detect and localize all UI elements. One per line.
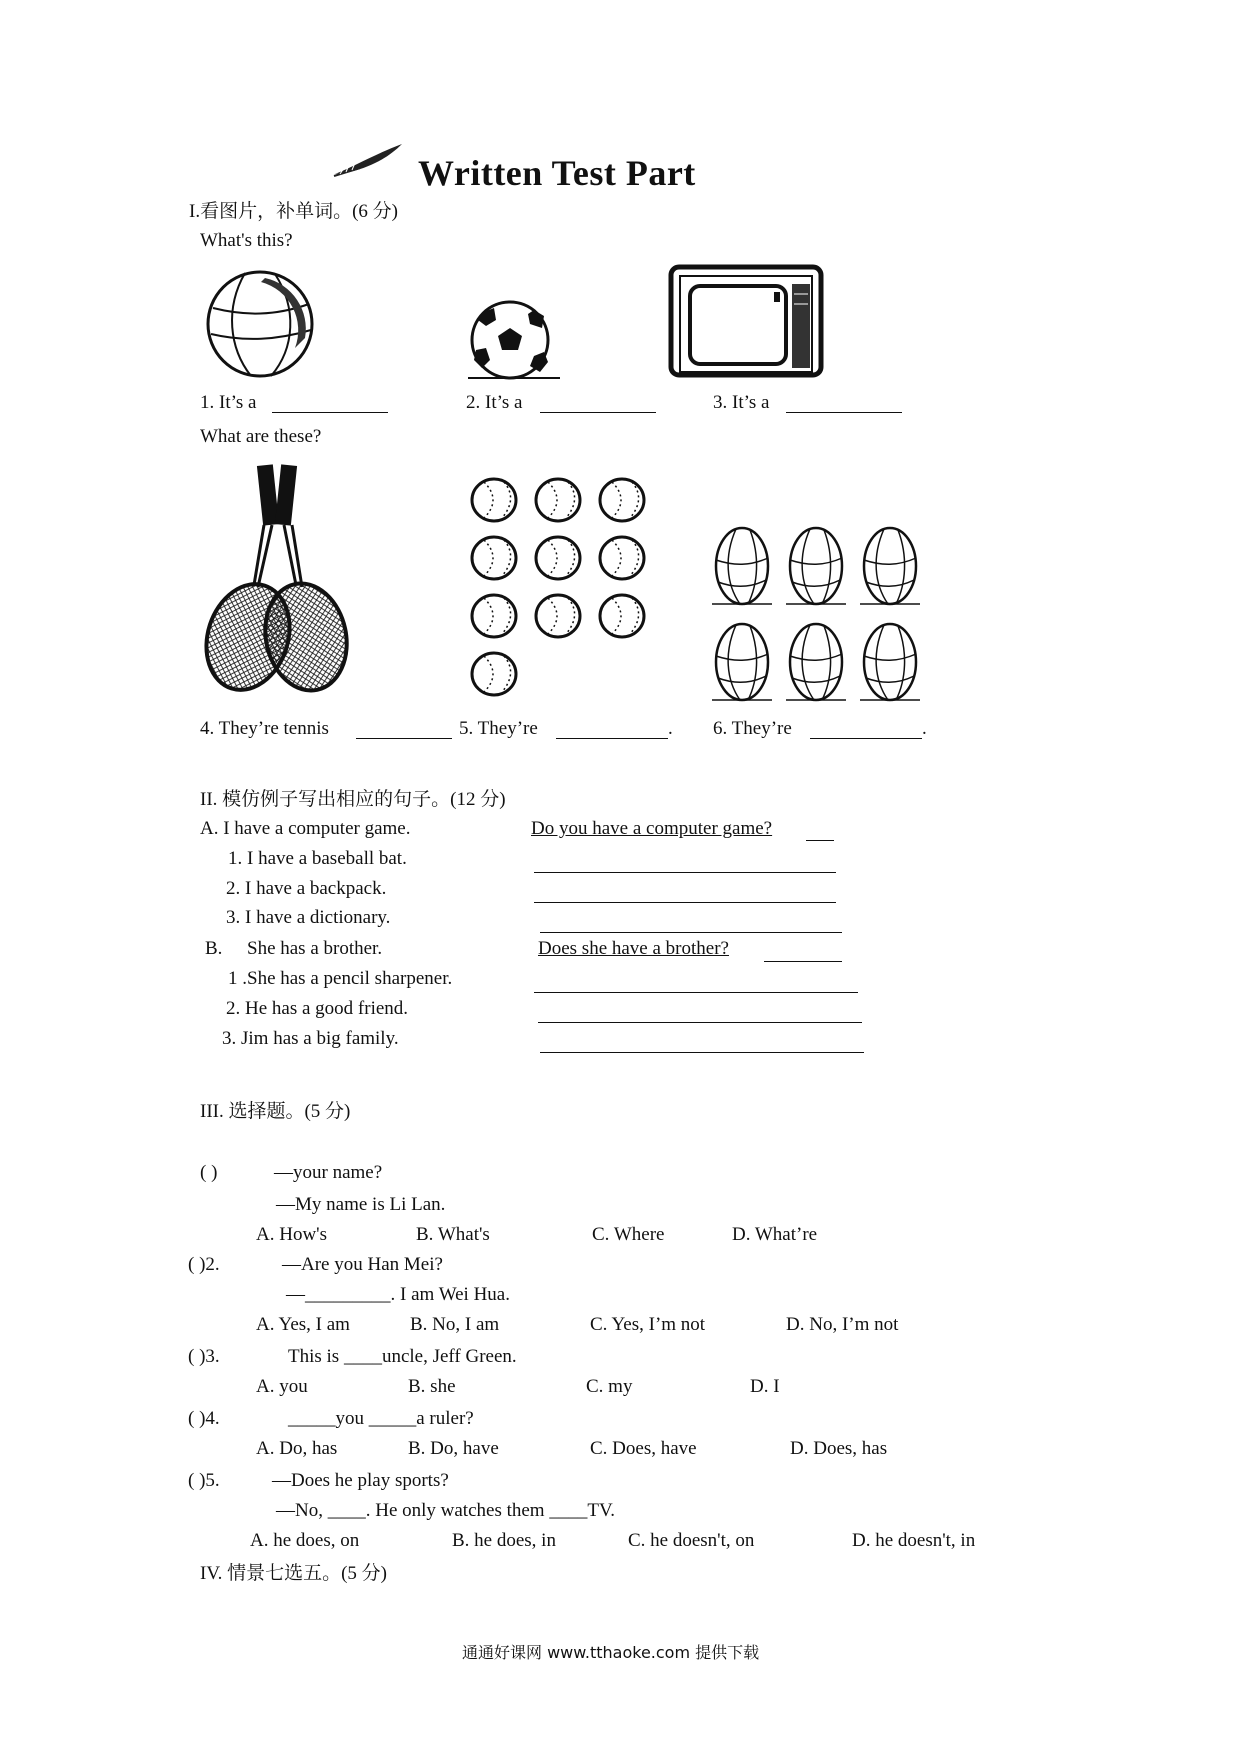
q2-option-b[interactable]: B. No, I am (410, 1314, 500, 1335)
q1-option-d[interactable]: D. What’re (732, 1224, 818, 1245)
q5-option-c[interactable]: C. he doesn't, on (628, 1530, 755, 1551)
tennis-ball-icon (600, 479, 644, 521)
q1-option-b[interactable]: B. What's (416, 1224, 490, 1245)
item-2-blank[interactable] (540, 412, 656, 413)
tennis-ball-icon (536, 595, 580, 637)
tennis-ball-icon (536, 479, 580, 521)
b-item-1-blank[interactable] (534, 992, 858, 993)
q4-bracket[interactable]: ( )4. (188, 1408, 220, 1429)
q5-reply: —No, ____. He only watches them ____TV. (276, 1500, 615, 1521)
basketball-icon (860, 528, 920, 604)
q2-option-c[interactable]: C. Yes, I’m not (590, 1314, 706, 1335)
item-2-label: 2. It’s a (466, 392, 523, 413)
a-item-3: 3. I have a dictionary. (226, 907, 391, 928)
q3-question: This is ____uncle, Jeff Green. (288, 1346, 517, 1367)
item-1-label: 1. It’s a (200, 392, 257, 413)
q5-option-b[interactable]: B. he does, in (452, 1530, 556, 1551)
basketball-icon (860, 624, 920, 700)
q3-bracket[interactable]: ( )3. (188, 1346, 220, 1367)
example-b-underline-tail (764, 961, 842, 962)
b-item-2: 2. He has a good friend. (226, 998, 409, 1019)
tv-image (668, 264, 826, 380)
a-item-1-blank[interactable] (534, 872, 836, 873)
example-b-sentence: She has a brother. (247, 938, 383, 959)
q3-option-b[interactable]: B. she (408, 1376, 456, 1397)
q2-question: —Are you Han Mei? (282, 1254, 443, 1275)
item-5-suffix: . (668, 718, 673, 739)
basketball-icon (786, 624, 846, 700)
q5-question: —Does he play sports? (272, 1470, 449, 1491)
q5-bracket[interactable]: ( )5. (188, 1470, 220, 1491)
q1-bracket[interactable]: ( ) (200, 1162, 218, 1183)
q4-option-d[interactable]: D. Does, has (790, 1438, 888, 1459)
item-4-blank[interactable] (356, 738, 452, 739)
q1-question: —your name? (274, 1162, 383, 1183)
item-6-suffix: . (922, 718, 927, 739)
q4-question: _____you _____a ruler? (288, 1408, 474, 1429)
item-5-blank[interactable] (556, 738, 668, 739)
example-b-answer: Does she have a brother? (538, 938, 729, 959)
q3-option-a[interactable]: A. you (256, 1376, 308, 1397)
item-3-label: 3. It’s a (713, 392, 770, 413)
example-a-sentence: A. I have a computer game. (200, 818, 411, 839)
a-item-3-blank[interactable] (540, 932, 842, 933)
tennis-ball-icon (472, 479, 516, 521)
q2-option-d[interactable]: D. No, I’m not (786, 1314, 899, 1335)
prompt-what-are-these: What are these? (200, 426, 322, 447)
item-6-blank[interactable] (810, 738, 922, 739)
item-4-label: 4. They’re tennis (200, 718, 329, 739)
basketballs-image (710, 524, 930, 704)
tennis-balls-image (470, 474, 660, 704)
b-item-3-blank[interactable] (540, 1052, 864, 1053)
item-5-label: 5. They’re (459, 718, 538, 739)
b-item-2-blank[interactable] (538, 1022, 862, 1023)
basketball-icon (786, 528, 846, 604)
q1-option-c[interactable]: C. Where (592, 1224, 665, 1245)
page-title: Written Test Part (418, 153, 696, 193)
q1-reply: —My name is Li Lan. (276, 1194, 446, 1215)
a-item-2: 2. I have a backpack. (226, 878, 387, 899)
a-item-2-blank[interactable] (534, 902, 836, 903)
b-item-1: 1 .She has a pencil sharpener. (228, 968, 453, 989)
q4-option-a[interactable]: A. Do, has (256, 1438, 338, 1459)
tennis-ball-icon (600, 595, 644, 637)
section1-heading: I.看图片，补单词。(6 分) (189, 201, 398, 222)
section4-heading: IV. 情景七选五。(5 分) (200, 1563, 388, 1584)
tennis-ball-icon (600, 537, 644, 579)
prompt-whats-this: What's this? (200, 230, 293, 251)
section2-heading: II. 模仿例子写出相应的句子。(12 分) (200, 789, 506, 810)
example-a-underline-tail (806, 840, 834, 841)
q3-option-c[interactable]: C. my (586, 1376, 633, 1397)
b-item-3: 3. Jim has a big family. (222, 1028, 399, 1049)
q4-option-b[interactable]: B. Do, have (408, 1438, 499, 1459)
tennis-ball-icon (536, 537, 580, 579)
a-item-1: 1. I have a baseball bat. (228, 848, 407, 869)
footer-text: 通通好课网 www.tthaoke.com 提供下载 (462, 1643, 760, 1662)
section3-heading: III. 选择题。(5 分) (200, 1101, 351, 1122)
basketball-icon (712, 528, 772, 604)
q5-option-a[interactable]: A. he does, on (250, 1530, 360, 1551)
basketball-icon (712, 624, 772, 700)
q1-option-a[interactable]: A. How's (256, 1224, 327, 1245)
q4-option-c[interactable]: C. Does, have (590, 1438, 697, 1459)
q2-option-a[interactable]: A. Yes, I am (256, 1314, 350, 1335)
item-1-blank[interactable] (272, 412, 388, 413)
tennis-ball-icon (472, 653, 516, 695)
item-3-blank[interactable] (786, 412, 902, 413)
q3-option-d[interactable]: D. I (750, 1376, 780, 1397)
item-6-label: 6. They’re (713, 718, 792, 739)
example-b-letter: B. (205, 938, 223, 959)
tennis-ball-icon (472, 595, 516, 637)
basketball-image (205, 268, 315, 380)
q5-option-d[interactable]: D. he doesn't, in (852, 1530, 976, 1551)
q2-bracket[interactable]: ( )2. (188, 1254, 220, 1275)
q2-reply: —_________. I am Wei Hua. (286, 1284, 510, 1305)
tennis-ball-icon (472, 537, 516, 579)
feather-pen-icon (330, 140, 410, 180)
example-a-answer: Do you have a computer game? (531, 818, 773, 839)
soccer-ball-image (464, 300, 564, 382)
tennis-rackets-image (198, 465, 358, 695)
